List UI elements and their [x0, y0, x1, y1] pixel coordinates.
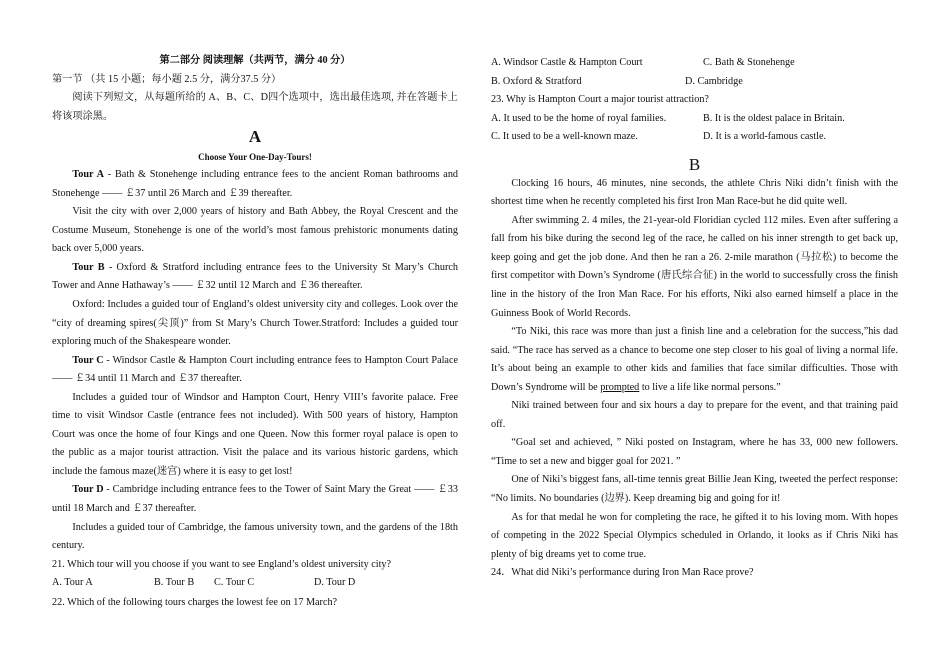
tour-a-header [52, 166, 458, 203]
passage-a-title: Choose Your One-Day-Tours! [198, 152, 312, 163]
q22-stem: 22. Which of the following tours charges the lowest fee on 17 March? [52, 596, 338, 608]
q23-option-d[interactable]: D. It is a world-famous castle. [703, 131, 827, 143]
q21-option-a[interactable]: A. Tour A [52, 577, 93, 589]
tour-b-body: Oxford: Includes a guided tour of England’s oldest university city and colleges. Look over the “city of dreaming spires(尖顶)” from St Mary’s Church Tower.Stratford: Includes a guided tour exploring much of the Shakespeare wonder. [52, 299, 458, 348]
q23-option-a[interactable]: A. It used to be the home of royal families. [491, 112, 667, 124]
passage-b-p5: “Goal set and achieved, ” Niki posted on Instagram, where he has 33, 000 new followers. “Time to set a new and bigger goal for 2021. ” [491, 437, 898, 467]
q22-option-b[interactable]: B. Oxford & Stratford [491, 75, 582, 87]
left-column [52, 52, 458, 612]
q22-option-c[interactable]: C. Bath & Stonehenge [703, 57, 795, 68]
q22-options-row-2 [491, 73, 898, 92]
q24-stem: 24．What did Niki’s performance during Iron Man Race prove? [491, 567, 754, 579]
tour-d-label: Tour D [72, 484, 104, 496]
section-1-heading: 第一节 （共 15 小题；每小题 2.5 分，满分37.5 分） [52, 73, 282, 85]
q22-options-row-1 [491, 54, 898, 73]
q23-stem: 23. Why is Hampton Court a major tourist attraction? [491, 94, 709, 106]
passage-b-p2: After swimming 2. 4 miles, the 21-year-old Floridian cycled 112 miles. Even after suffering a fall from his bike during the second leg of the race, he called on his inner strength to get back up, keep going and get the job done. And then he ran a 26. 2-mile marathon (马拉松) to become the first competitor with Down’s Syndrome (唐氏综合征) in the world to successfully cross the finish line in the history of the Iron Man Race. For his efforts, Niki also earned himself a place in the Guinness Book of World Records. [491, 214, 898, 319]
q23-options-row-2 [491, 128, 898, 147]
q23-option-c[interactable]: C. It used to be a well-known maze. [491, 131, 638, 143]
passage-b-p1: Clocking 16 hours, 46 minutes, nine seconds, the athlete Chris Niki didn’t finish with the shortest time when he recently completed his first Iron Man Race-but he did quite well. [491, 177, 898, 208]
tour-c-price: - Windsor Castle & Hampton Court including entrance fees to Hampton Court Palace—— ￡34 until 11 March and ￡37 thereafter. [52, 354, 458, 385]
tour-b-price: - Oxford & Stratford including entrance fees to the University St Mary’s Church Tower and Anne Hathaway’s —— ￡32 until 12 March and ￡36 thereafter. [52, 261, 458, 292]
tour-a-body: Visit the city with over 2,000 years of history and Bath Abbey, the Royal Crescent and the Costume Museum, Stonehenge is one of the world’s most famous prehistoric monuments dating back over 5,000 years. [52, 206, 458, 255]
q21-options [52, 574, 458, 593]
q21-stem: 21. Which tour will you choose if you want to see England’s oldest university city? [52, 558, 392, 570]
p3-after: to live a life like normal persons.” [639, 381, 781, 393]
tour-b-label: Tour B [72, 261, 105, 273]
q21-option-b[interactable]: B. Tour B [154, 577, 195, 589]
tour-c-body: Includes a guided tour of Windsor and Hampton Court, Henry VIII’s favorite palace. Free time to visit Windsor Castle (entrance fees not included). With 500 years of history, Hampton Court was once the home of four Kings and one Queen. Now this former royal palace is open to the public as a major tourist attraction. Visit the palace and its various historic gardens, which include the famous maze(迷宫) where it is easy to get lost! [52, 391, 458, 477]
passage-b-p6: One of Niki’s biggest fans, all-time tennis great Billie Jean King, tweeted the perfect response: “No limits. No boundaries (边界). Keep dreaming big and going for it! [491, 474, 898, 505]
tour-d-price: - Cambridge including entrance fees to the Tower of Saint Mary the Great —— ￡33 until 18 March and ￡37 thereafter. [52, 484, 458, 515]
passage-a-letter: A [248, 127, 262, 147]
passage-b-p7: As for that medal he won for completing the race, he gifted it to his loving mom. With hopes of competing in the 2022 Special Olympics scheduled in Orlando, it looks as if Chris Niki has plenty of big dreams yet to come true. [491, 511, 898, 560]
tour-d-header [52, 481, 458, 518]
p3-before: “To Niki, this race was more than just a finish line and a celebration for the success,”his dad said. “The race has served as a chance to become one step closer to his goal of living a normal life. It’s about being an example to other kids and families that face similar difficulties. Those with Down’s Syndrome will be [491, 326, 898, 393]
q21-option-c[interactable]: C. Tour C [214, 577, 255, 589]
underlined-word: prompted [600, 381, 640, 393]
tour-a-label: Tour A [72, 169, 104, 181]
tour-c-label: Tour C [72, 354, 104, 366]
tour-b-header [52, 259, 458, 296]
passage-b-letter: B [688, 154, 701, 174]
passage-b-p3 [491, 323, 898, 397]
q23-option-b[interactable]: B. It is the oldest palace in Britain. [703, 112, 845, 124]
tour-c-header [52, 352, 458, 389]
instructions: 阅读下列短文，从每题所给的 A、B、C、D四个选项中，选出最佳选项, 并在答题卡上将该项涂黑。 [52, 92, 458, 122]
q23-options-row-1 [491, 110, 898, 129]
q22-option-d[interactable]: D. Cambridge [685, 75, 743, 87]
part-title: 第二部分 阅读理解（共两节，满分 40 分） [159, 55, 351, 66]
tour-d-body: Includes a guided tour of Cambridge, the famous university town, and the gardens of the 18th century. [52, 521, 458, 552]
q21-option-d[interactable]: D. Tour D [314, 577, 356, 589]
q22-option-a[interactable]: A. Windsor Castle & Hampton Court [491, 57, 643, 68]
passage-b-p4: Niki trained between four and six hours a day to prepare for the event, and that training paid off. [491, 400, 898, 430]
right-column [491, 54, 898, 583]
tour-a-price: - Bath & Stonehenge including entrance fees to the ancient Roman bathrooms and Stonehenge —— ￡37 until 26 March and ￡39 thereafter. [52, 169, 459, 199]
